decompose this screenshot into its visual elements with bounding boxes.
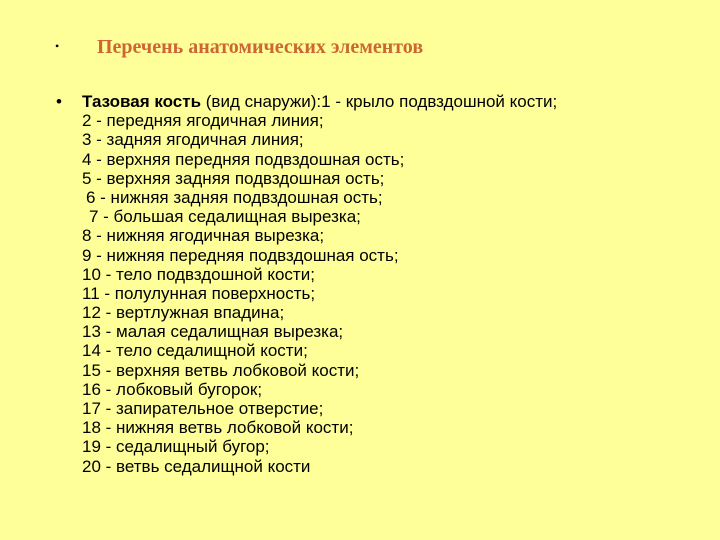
list-item: 8 - нижняя ягодичная вырезка;	[82, 226, 325, 246]
list-heading-bold: Тазовая кость	[82, 92, 202, 111]
list-bullet: •	[56, 92, 62, 111]
list-item: 19 - седалищный бугор;	[82, 437, 270, 457]
list-item: 18 - нижняя ветвь лобковой кости;	[82, 418, 354, 438]
title-bullet: •	[55, 39, 60, 53]
title-row	[0, 34, 720, 64]
list-lines	[82, 92, 557, 476]
list-item: 14 - тело седалищной кости;	[82, 341, 308, 361]
list-item: 9 - нижняя передняя подвздошная ость;	[82, 245, 399, 265]
list-item: 5 - верхняя задняя подвздошная ость;	[82, 168, 385, 188]
list-item: 10 - тело подвздошной кости;	[82, 264, 315, 284]
list-item: 13 - малая седалищная вырезка;	[82, 322, 344, 342]
list-heading-line	[82, 92, 557, 111]
list-item: 12 - вертлужная впадина;	[82, 303, 285, 323]
slide-title: Перечень анатомических элементов	[97, 36, 424, 58]
list-item: 4 - верхняя передняя подвздошная ость;	[82, 149, 405, 169]
list-item: 7 - большая седалищная вырезка;	[89, 207, 361, 227]
list-item: 15 - верхняя ветвь лобковой кости;	[82, 360, 360, 380]
list-item: 11 - полулунная поверхность;	[82, 283, 316, 303]
list-item: 3 - задняя ягодичная линия;	[82, 130, 304, 150]
list-item: 2 - передняя ягодичная линия;	[82, 111, 324, 131]
list-item: 16 - лобковый бугорок;	[82, 379, 263, 399]
list-item: 17 - запирательное отверстие;	[82, 399, 324, 418]
list-heading-rest: (вид снаружи):1 - крыло подвздошной кости;	[201, 92, 558, 111]
list-item: 20 - ветвь седалищной кости	[82, 456, 311, 476]
list-item: 6 - нижняя задняя подвздошная ость;	[86, 187, 383, 207]
